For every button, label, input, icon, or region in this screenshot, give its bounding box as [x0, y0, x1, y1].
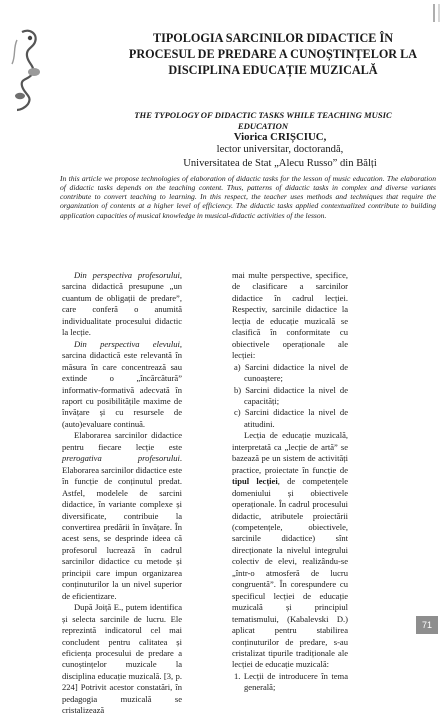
emphasis-bold: tipul lecției — [232, 476, 278, 487]
author-block — [160, 131, 400, 170]
paragraph — [232, 430, 348, 671]
paragraph — [62, 270, 182, 339]
paragraph-text: , sarcina didactică presupune „un cuantum de obligații de predare”, care conferă o anumită individualitate procesului didactic la lecție. — [62, 270, 182, 338]
author-position: lector universitar, doctorandă, — [216, 144, 344, 155]
paragraph — [62, 339, 182, 431]
list-item: a) Sarcini didactice la nivel de cunoaștere; — [234, 361, 348, 384]
paragraph-text: După Joiță E., putem identifica și selecta sarcinile de lucru. Ele reprezintă indicatorul cel mai concludent pentru calitatea și eficiența procesului de predare a cunoștințelor muzicale la disciplina educație muzicală. [3, p. 224] Potrivit acestor constatări, în pedagogia muzicală se cristalizează — [62, 602, 182, 716]
paragraph-text: mai multe perspective, specifice, de clasificare a sarcinilor didactice în cadrul lecției. Respectiv, sarcinile didactice la lecția de educație muzicală se clasifică în conformitate cu obiectivele operaționale ale lecției: — [232, 270, 348, 361]
journal-logo — [8, 26, 46, 114]
body-column-left — [62, 270, 182, 717]
paragraph-text: . Elaborarea sarcinilor didactice este în funcție de conținutul predat. Astfel, modelele de sarcini didactice, în variante complexe și diversificate, contribuie la convertirea predării în învățare. În acest sens, se desprinde ideea că profesorul lucrează în cadrul sarcinilor didactice cu metode și principii care impun organizarea conținuturilor la un nivel superior de eficientizare. — [62, 453, 182, 601]
article-title: TIPOLOGIA SARCINILOR DIDACTICE ÎN PROCESUL DE PREDARE A CUNOȘTINȚELOR LA DISCIPLINA EDUCAȚIE MUZICALĂ — [128, 31, 418, 77]
page-number: 71 — [416, 616, 438, 634]
body-column-right — [232, 270, 348, 694]
emphasis: prerogativa profesorului — [62, 453, 180, 464]
emphasis: Din perspectiva profesorului — [74, 270, 180, 280]
author-affiliation: Universitatea de Stat „Alecu Russo” din Bălți — [183, 157, 377, 169]
list-item: c) Sarcini didactice la nivel de atitudini. — [234, 407, 348, 429]
emphasis: Din perspectiva elevului — [74, 338, 180, 349]
paragraph — [62, 602, 182, 717]
list-item: b) Sarcini didactice la nivel de capacități; — [234, 384, 348, 406]
paragraph — [232, 270, 348, 362]
paragraph-text: , de competențele domeniului și obiectivele operaționale. În cadrul procesului didactic, atributele proiectării (competențele, obiectivele, sarcinile didactice) sînt direcționate la nivelul integrului colectiv de elevi, realizându-se „într-o atmosferă de lucru congruentă”. În corespundere cu specificul lecției de educație muzicală și principiul tematismului, (Kabalevski D.) aplicat pentru stabilirea conținuturilor de predare, s-au cristalizat tipurile tradiționale ale lecției de educație muzicală: — [232, 476, 348, 670]
paragraph — [62, 430, 182, 602]
paragraph-text: , sarcina didactică este relevantă în măsura în care concentrează sau extinde o „încărcătură” informativ-formativă adecvată în raport cu posibilitățile maxime de învățare și cu resursele de (auto)evaluare continuă. — [62, 338, 182, 429]
article-title-english: THE TYPOLOGY OF DIDACTIC TASKS WHILE TEACHING MUSIC EDUCATION — [134, 110, 392, 131]
abstract: In this article we propose technologies of elaboration of didactic tasks for the lesson of music education. The elaboration of didactic tasks depends on the teaching content. Thus, patterns of didactic tasks in complex and diverse variants contribute to convert teaching to learning. In this respect, the teacher uses methods and techniques that require the organization of contents at a higher level of efficiency. The didactic tasks applied contextualized contribute to building application capacities of musical knowledge in musical-didactic activities of the lesson. — [60, 174, 436, 220]
list-item: 1. Lecții de introducere în tema generală; — [234, 670, 348, 693]
corner-mark-icon — [432, 4, 442, 22]
paragraph-text: Lecția de educație muzicală, interpretată ca „lecție de artă” se bazează pe un sistem de activități practice, proiectate în funcție de — [232, 430, 348, 475]
author-name: Viorica CRIȘCIUC, — [233, 131, 327, 143]
paragraph-text: Elaborarea sarcinilor didactice pentru fiecare lecție este — [62, 430, 182, 452]
